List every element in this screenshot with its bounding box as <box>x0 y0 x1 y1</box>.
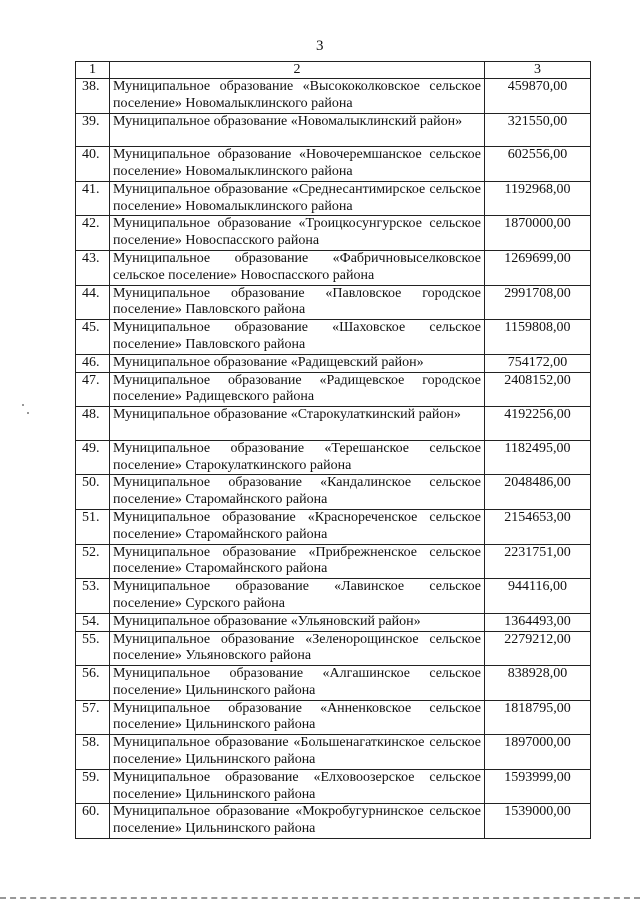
table-row <box>76 147 591 182</box>
table-row <box>76 475 591 510</box>
amount-value: 1364493,00 <box>485 613 591 631</box>
municipality-name: Муниципальное образование «Терешанское сельское поселение» Старокулаткинского района <box>110 440 485 475</box>
row-number: 57. <box>76 700 110 735</box>
amount-value: 602556,00 <box>485 147 591 182</box>
row-number: 47. <box>76 372 110 407</box>
row-number: 39. <box>76 113 110 147</box>
row-number: 56. <box>76 666 110 701</box>
amount-value: 1897000,00 <box>485 735 591 770</box>
row-number: 46. <box>76 354 110 372</box>
table-row <box>76 735 591 770</box>
municipality-name: Муниципальное образование «Троицкосунгурское сельское поселение» Новоспасского района <box>110 216 485 251</box>
amount-value: 459870,00 <box>485 79 591 114</box>
table-row <box>76 285 591 320</box>
table-row <box>76 407 591 441</box>
table-row <box>76 181 591 216</box>
municipality-name: Муниципальное образование «Елховоозерское сельское поселение» Цильнинского района <box>110 769 485 804</box>
row-number: 48. <box>76 407 110 441</box>
table-row <box>76 372 591 407</box>
municipality-name: Муниципальное образование «Прибрежненское сельское поселение» Старомайнского района <box>110 544 485 579</box>
column-header-number: 1 <box>76 62 110 79</box>
scan-speck <box>22 404 24 406</box>
amount-value: 1269699,00 <box>485 250 591 285</box>
municipality-name: Муниципальное образование «Алгашинское сельское поселение» Цильнинского района <box>110 666 485 701</box>
amount-value: 4192256,00 <box>485 407 591 441</box>
amount-value: 2048486,00 <box>485 475 591 510</box>
amount-value: 1870000,00 <box>485 216 591 251</box>
municipality-name: Муниципальное образование «Кандалинское сельское поселение» Старомайнского района <box>110 475 485 510</box>
amount-value: 2231751,00 <box>485 544 591 579</box>
table-row <box>76 579 591 614</box>
municipality-name: Муниципальное образование «Краснореченское сельское поселение» Старомайнского района <box>110 509 485 544</box>
table-row <box>76 769 591 804</box>
row-number: 55. <box>76 631 110 666</box>
table-row <box>76 320 591 355</box>
amount-value: 1593999,00 <box>485 769 591 804</box>
row-number: 42. <box>76 216 110 251</box>
table-row <box>76 354 591 372</box>
row-number: 49. <box>76 440 110 475</box>
municipality-name: Муниципальное образование «Большенагаткинское сельское поселение» Цильнинского района <box>110 735 485 770</box>
row-number: 45. <box>76 320 110 355</box>
table-row <box>76 440 591 475</box>
scan-edge-line <box>0 897 640 899</box>
municipality-name: Муниципальное образование «Зеленорощинское сельское поселение» Ульяновского района <box>110 631 485 666</box>
table-header-row <box>76 62 591 79</box>
municipality-name: Муниципальное образование «Мокробугурнинское сельское поселение» Цильнинского района <box>110 804 485 839</box>
column-header-amount: 3 <box>485 62 591 79</box>
table-body <box>76 79 591 839</box>
table-row <box>76 631 591 666</box>
row-number: 59. <box>76 769 110 804</box>
amount-value: 1159808,00 <box>485 320 591 355</box>
row-number: 51. <box>76 509 110 544</box>
municipality-name: Муниципальное образование «Старокулаткинский район» <box>110 407 485 441</box>
municipality-name: Муниципальное образование «Анненковское сельское поселение» Цильнинского района <box>110 700 485 735</box>
table-row <box>76 250 591 285</box>
amount-value: 1182495,00 <box>485 440 591 475</box>
table-row <box>76 79 591 114</box>
table-row <box>76 613 591 631</box>
table-row <box>76 700 591 735</box>
amount-value: 2154653,00 <box>485 509 591 544</box>
municipality-name: Муниципальное образование «Фабричновыселковское сельское поселение» Новоспасского района <box>110 250 485 285</box>
municipality-name: Муниципальное образование «Новочеремшанское сельское поселение» Новомалыклинского района <box>110 147 485 182</box>
amount-value: 1818795,00 <box>485 700 591 735</box>
amount-value: 944116,00 <box>485 579 591 614</box>
row-number: 41. <box>76 181 110 216</box>
table-row <box>76 113 591 147</box>
municipality-name: Муниципальное образование «Шаховское сельское поселение» Павловского района <box>110 320 485 355</box>
row-number: 52. <box>76 544 110 579</box>
row-number: 53. <box>76 579 110 614</box>
municipality-name: Муниципальное образование «Среднесантимирское сельское поселение» Новомалыклинского района <box>110 181 485 216</box>
municipality-name: Муниципальное образование «Высококолковское сельское поселение» Новомалыклинского района <box>110 79 485 114</box>
row-number: 44. <box>76 285 110 320</box>
row-number: 54. <box>76 613 110 631</box>
municipality-name: Муниципальное образование «Ульяновский район» <box>110 613 485 631</box>
amount-value: 2991708,00 <box>485 285 591 320</box>
amount-value: 1192968,00 <box>485 181 591 216</box>
municipality-name: Муниципальное образование «Радищевское городское поселение» Радищевского района <box>110 372 485 407</box>
municipality-name: Муниципальное образование «Лавинское сельское поселение» Сурского района <box>110 579 485 614</box>
row-number: 43. <box>76 250 110 285</box>
table-row <box>76 544 591 579</box>
municipality-name: Муниципальное образование «Радищевский район» <box>110 354 485 372</box>
row-number: 38. <box>76 79 110 114</box>
table-row <box>76 804 591 839</box>
allocation-table <box>75 61 591 839</box>
amount-value: 2408152,00 <box>485 372 591 407</box>
amount-value: 1539000,00 <box>485 804 591 839</box>
row-number: 40. <box>76 147 110 182</box>
municipality-name: Муниципальное образование «Павловское городское поселение» Павловского района <box>110 285 485 320</box>
scan-speck <box>27 412 29 414</box>
amount-value: 838928,00 <box>485 666 591 701</box>
table-row <box>76 216 591 251</box>
row-number: 60. <box>76 804 110 839</box>
row-number: 58. <box>76 735 110 770</box>
amount-value: 321550,00 <box>485 113 591 147</box>
column-header-name: 2 <box>110 62 485 79</box>
page-number: 3 <box>316 38 324 54</box>
table-row <box>76 509 591 544</box>
amount-value: 2279212,00 <box>485 631 591 666</box>
amount-value: 754172,00 <box>485 354 591 372</box>
row-number: 50. <box>76 475 110 510</box>
municipality-name: Муниципальное образование «Новомалыклинский район» <box>110 113 485 147</box>
table-row <box>76 666 591 701</box>
